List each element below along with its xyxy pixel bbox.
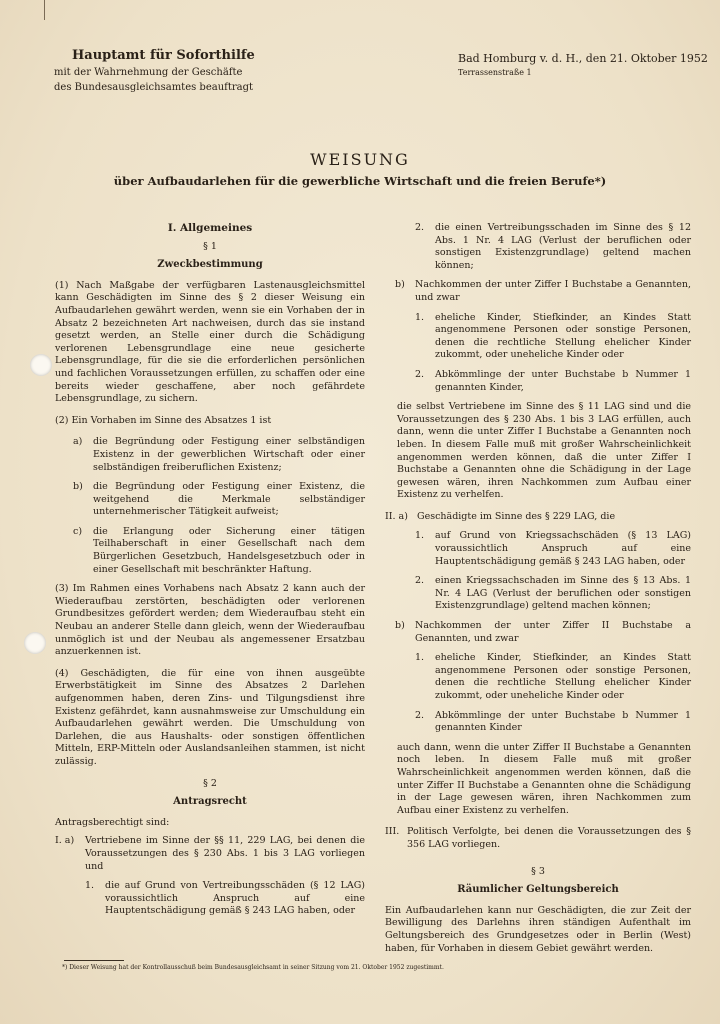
list-item xyxy=(395,620,691,645)
issuer-block xyxy=(54,48,255,95)
list-text: die einen Vertreibungsschaden im Sinne des § 12 Abs. 1 Nr. 4 LAG (Verlust der beruflichen oder sonstigen Existenzgrundlage) geltend machen können; xyxy=(435,222,691,271)
paragraph-number-2: § 2 xyxy=(203,777,217,789)
street-address: Terrassenstraße 1 xyxy=(458,68,532,77)
list-label: a) xyxy=(73,436,83,448)
section-heading-general: I. Allgemeines xyxy=(167,222,253,234)
list-label: III. xyxy=(385,826,400,838)
list-item xyxy=(415,710,691,735)
footnote: *) Dieser Weisung hat der Kontrollausschuß beim Bundesausgleichsamt in seiner Sitzung vom 21. Oktober 1952 zugestimmt. xyxy=(62,964,444,971)
list-text: Abkömmlinge der unter Buchstabe b Nummer 1 genannten Kinder xyxy=(435,709,691,734)
list-label: 2. xyxy=(415,575,425,587)
list-item xyxy=(415,369,691,394)
footnote-rule xyxy=(64,960,124,961)
list-text: Vertriebene im Sinne der §§ 11, 229 LAG, bei denen die Voraussetzungen des § 230 Abs. 1 bis 3 LAG vorliegen und xyxy=(85,835,365,872)
punch-hole-top xyxy=(30,354,52,376)
clause-2-ib-tail: die selbst Vertriebene im Sinne des § 11 LAG sind und die Voraussetzungen des § 230 Abs. 1 bis 3 LAG erfüllen, auch dann, wenn die unter Ziffer I Buchstabe a Genannten noch leben. In diesem Falle muß mit großer Wahrscheinlichkeit angenommen werden können, daß die unter Ziffer I Buchstabe a Genannten ohne die Schädigung in der Lage gewesen wären, ihren Nachkommen zum Aufbau einer Existenz zu verhelfen. xyxy=(397,401,691,501)
date-block xyxy=(458,52,708,80)
clause-2-iib-tail: auch dann, wenn die unter Ziffer II Buchstabe a Genannten noch leben. In diesem Falle muß mit großer Wahrscheinlichkeit angenommen werden können, daß die unter Ziffer II Buchstabe a Genannten ohne die Schädigung in der Lage gewesen wären, ihren Nachkommen zum Aufbau einer Existenz zu verhelfen. xyxy=(397,741,691,816)
list-label: b) xyxy=(73,481,83,493)
issuer-line-2: mit der Wahrnehmung der Geschäfte xyxy=(54,67,243,78)
list-text: die Begründung oder Festigung einer Existenz, die weitgehend die Merkmale selbständiger unternehmerischer Tätigkeit aufweist; xyxy=(93,481,365,518)
list-label: 1. xyxy=(415,652,425,664)
clause-2-intro: Antragsberechtigt sind: xyxy=(55,816,170,828)
list-label: II. a) xyxy=(385,510,408,522)
list-label: 1. xyxy=(415,530,425,542)
list-text: die auf Grund von Vertreibungsschäden (§ 12 LAG) voraussichtlich Anspruch auf eine Hauptentschädigung gemäß § 243 LAG haben, oder xyxy=(105,880,365,917)
list-text: Politisch Verfolgte, bei denen die Voraussetzungen des § 356 LAG vorliegen. xyxy=(407,826,691,850)
list-text: eheliche Kinder, Stiefkinder, an Kindes Statt angenommene Personen oder sonstige Personen, denen die rechtliche Stellung ehelicher Kinder zukommt, oder uneheliche Kinder oder xyxy=(435,311,691,361)
list-label: b) xyxy=(395,279,405,291)
list-item xyxy=(415,312,691,362)
paragraph-title-1: Zweckbestimmung xyxy=(157,259,263,271)
list-item xyxy=(73,436,365,474)
document-title: WEISUNG xyxy=(310,150,410,169)
list-item xyxy=(85,880,365,918)
list-label: b) xyxy=(395,620,405,632)
list-item xyxy=(385,511,691,524)
list-text: eheliche Kinder, Stiefkinder, an Kindes Statt angenommene Personen oder sonstige Personen, denen die rechtliche Stellung ehelicher Kinder zukommt, oder uneheliche Kinder oder xyxy=(435,652,691,701)
clause-3: Ein Aufbaudarlehen kann nur Geschädigten, die zur Zeit der Bewilligung des Darlehns ihren ständigen Aufenthalt im Geltungsbereich des Grundgesetzes oder in Berlin (West) haben, für Vorhaben in diesem Gebiet gewährt werden. xyxy=(385,904,691,954)
margin-mark xyxy=(44,0,45,20)
list-label: I. a) xyxy=(55,835,75,847)
list-text: Nachkommen der unter Ziffer II Buchstabe a Genannten, und zwar xyxy=(415,620,691,644)
document-subtitle: über Aufbaudarlehen für die gewerbliche Wirtschaft und die freien Berufe*) xyxy=(113,174,607,188)
list-label: 1. xyxy=(415,311,425,323)
list-label: 2. xyxy=(415,368,425,380)
list-label: c) xyxy=(73,525,83,537)
list-text: die Erlangung oder Sicherung einer tätigen Teilhaberschaft in einer Gesellschaft nach dem Bürgerlichen Gesetzbuch, Handelsgesetzbuch oder in einer Gesellschaft mit beschränkter Haftung. xyxy=(93,525,365,575)
paragraph-title-2: Antragsrecht xyxy=(173,796,247,808)
left-column xyxy=(55,222,365,925)
list-text: Nachkommen der unter Ziffer I Buchstabe a Genannten, und zwar xyxy=(415,279,691,303)
clause-1-1: (1) Nach Maßgabe der verfügbaren Lastenausgleichsmittel kann Geschädigten im Sinne des § 2 dieser Weisung ein Aufbaudarlehen gewährt werden, wenn sie ein Vorhaben der in Absatz 2 bezeichneten Art nachweisen, durch das sie instand gesetzt werden, an Stelle einer durch die Schädigung verlorenen Lebensgrundlage eine neue gesicherte Lebensgrundlage, für die sie die erforderlichen persönlichen und fachlichen Voraussetzungen erfüllen, zu schaffen oder eine bereits wieder geschaffene, aber noch gefährdete Lebensgrundlage, zu sichern. xyxy=(55,279,365,405)
list-label: 2. xyxy=(415,222,425,233)
list-label: 1. xyxy=(85,880,95,892)
list-item xyxy=(395,279,691,304)
clause-1-4: (4) Geschädigten, die für eine von ihnen ausgeübte Erwerbstätigkeit im Sinne des Absatzes 2 Darlehen aufgenommen haben, deren Zins- und Tilgungsdienst ihre Existenz gefährdet, kann ausnahmsweise zur Umschuldung ein Aufbaudarlehen gewährt werden. Die Umschuldung von Darlehen, die aus Haushalts- oder sonstigen öffentlichen Mitteln, ERP-Mitteln oder Auslandsanleihen stammen, ist nicht zulässig. xyxy=(55,667,365,767)
paragraph-number-1: § 1 xyxy=(203,240,217,252)
paragraph-title-3: Räumlicher Geltungsbereich xyxy=(457,884,619,896)
list-text: auf Grund von Kriegssachschäden (§ 13 LAG) voraussichtlich Anspruch auf eine Hauptentschädigung gemäß § 243 LAG haben, oder xyxy=(435,530,691,567)
list-item xyxy=(415,222,691,272)
list-text: Abkömmlinge der unter Buchstabe b Nummer 1 genannten Kinder, xyxy=(435,368,691,393)
list-text: einen Kriegssachschaden im Sinne des § 13 Abs. 1 Nr. 4 LAG (Verlust der beruflichen oder sonstigen Existenzgrundlage) geltend machen können; xyxy=(435,575,691,612)
list-label: 2. xyxy=(415,709,425,721)
paragraph-number-3: § 3 xyxy=(531,865,545,877)
clause-1-2-intro: (2) Ein Vorhaben im Sinne des Absatzes 1 ist xyxy=(55,414,272,426)
list-text: die Begründung oder Festigung einer selbständigen Existenz in der gewerblichen Wirtschaft oder einer selbständigen freiberuflichen Existenz; xyxy=(93,436,365,473)
list-item xyxy=(415,652,691,702)
place-date: Bad Homburg v. d. H., den 21. Oktober 1952 xyxy=(458,52,708,65)
list-item xyxy=(55,835,365,873)
right-column xyxy=(385,222,691,964)
issuer-line-3: des Bundesausgleichsamtes beauftragt xyxy=(54,82,254,93)
list-item xyxy=(385,826,691,851)
list-item xyxy=(73,481,365,519)
punch-hole-bottom xyxy=(24,632,46,654)
issuer-title: Hauptamt für Soforthilfe xyxy=(72,48,255,63)
list-item xyxy=(73,526,365,576)
clause-1-3: (3) Im Rahmen eines Vorhabens nach Absatz 2 kann auch der Wiederaufbau zerstörten, beschädigten oder verlorenen Grundbesitzes gefördert werden; dem Wiederaufbau steht ein Neubau an anderer Stelle dann gleich, wenn der Wiederaufbau unmöglich ist und der Neubau als angemessener Ersatzbau anzuerkennen ist. xyxy=(55,583,365,658)
list-item xyxy=(415,530,691,568)
list-item xyxy=(415,575,691,613)
list-text: Geschädigte im Sinne des § 229 LAG, die xyxy=(417,510,616,522)
